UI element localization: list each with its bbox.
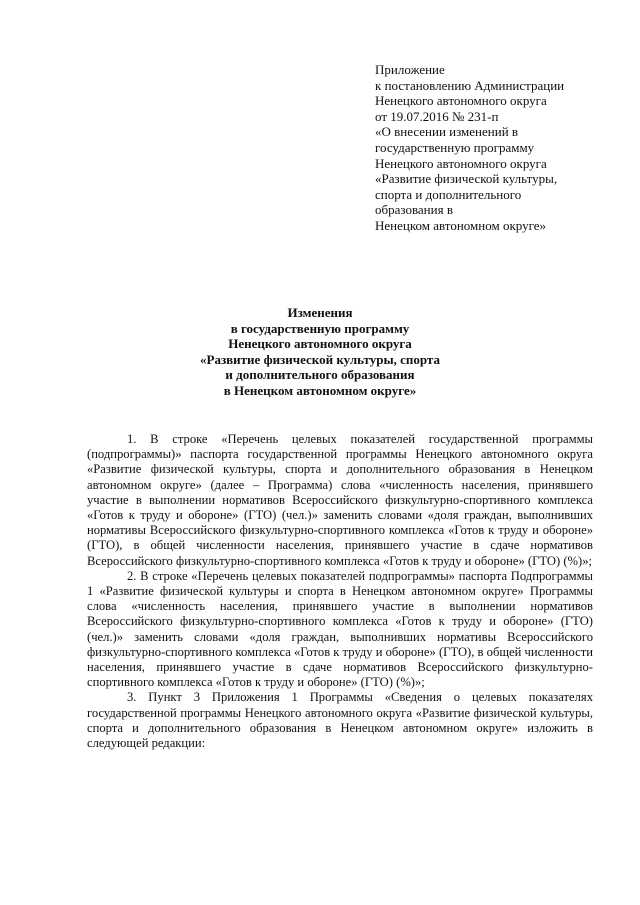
- paragraph-3: 3. Пункт 3 Приложения 1 Программы «Сведения о целевых показателях государственной программы Ненецкого автономного округа «Развитие физической культуры, спорта и дополнительного образования в Ненецком автономном округе» изложить в следующей редакции:: [87, 690, 593, 751]
- appendix-line: Ненецкого автономного округа: [375, 93, 547, 109]
- appendix-line: образования в: [375, 202, 453, 218]
- appendix-line: Ненецкого автономного округа: [375, 155, 547, 171]
- appendix-line: государственную программу: [375, 139, 535, 155]
- appendix-line: к постановлению Администрации: [375, 77, 565, 93]
- paragraph-1: 1. В строке «Перечень целевых показателей государственной программы (подпрограммы)» паспорта государственной программы Ненецкого автономного округа «Развитие физической культуры, спорта и дополнительного образования в Ненецком автономном округе» (далее – Программа) слова «численность населения, принявшего участие в выполнении нормативов Всероссийского физкультурно-спортивного комплекса «Готов к труду и обороне» (ГТО) (чел.)» заменить словами «доля граждан, выполнивших нормативы Всероссийского физкультурно-спортивного комплекса «Готов к труду и обороне» (ГТО), в общей численности населения, принявшего участие в сдаче нормативов Всероссийского физкультурно-спортивного комплекса «Готов к труду и обороне» (ГТО) (%)»;: [87, 432, 593, 568]
- appendix-line: от 19.07.2016 № 231-п: [375, 108, 499, 124]
- appendix-line: Приложение: [375, 62, 445, 77]
- document-heading: [0, 305, 640, 399]
- heading-line: «Развитие физической культуры, спорта: [200, 351, 440, 367]
- appendix-block: [375, 62, 625, 234]
- paragraph-2: 2. В строке «Перечень целевых показателей подпрограммы» паспорта Подпрограммы 1 «Развитие физической культуры и спорта в Ненецком автономном округе» Программы слова «численность населения, принявшего участие в выполнении нормативов Всероссийского физкультурно-спортивного комплекса «Готов к труду и обороне» (ГТО) (чел.)» заменить словами «доля граждан, выполнивших нормативы Всероссийского физкультурно-спортивного комплекса «Готов к труду и обороне» (ГТО), в общей численности населения, принявшего участие в сдаче нормативов Всероссийского физкультурно-спортивного комплекса «Готов к труду и обороне» (ГТО) (%)»;: [87, 568, 593, 690]
- heading-line: Изменения: [287, 305, 353, 320]
- heading-line: Ненецкого автономного округа: [228, 336, 412, 352]
- heading-line: в Ненецком автономном округе»: [223, 382, 417, 398]
- appendix-line: спорта и дополнительного: [375, 186, 522, 202]
- appendix-line: Ненецком автономном округе»: [375, 217, 547, 233]
- heading-line: и дополнительного образования: [225, 367, 415, 383]
- heading-line: в государственную программу: [230, 320, 410, 336]
- appendix-line: «Развитие физической культуры,: [375, 171, 558, 187]
- appendix-line: «О внесении изменений в: [375, 124, 519, 140]
- document-body: [87, 432, 593, 751]
